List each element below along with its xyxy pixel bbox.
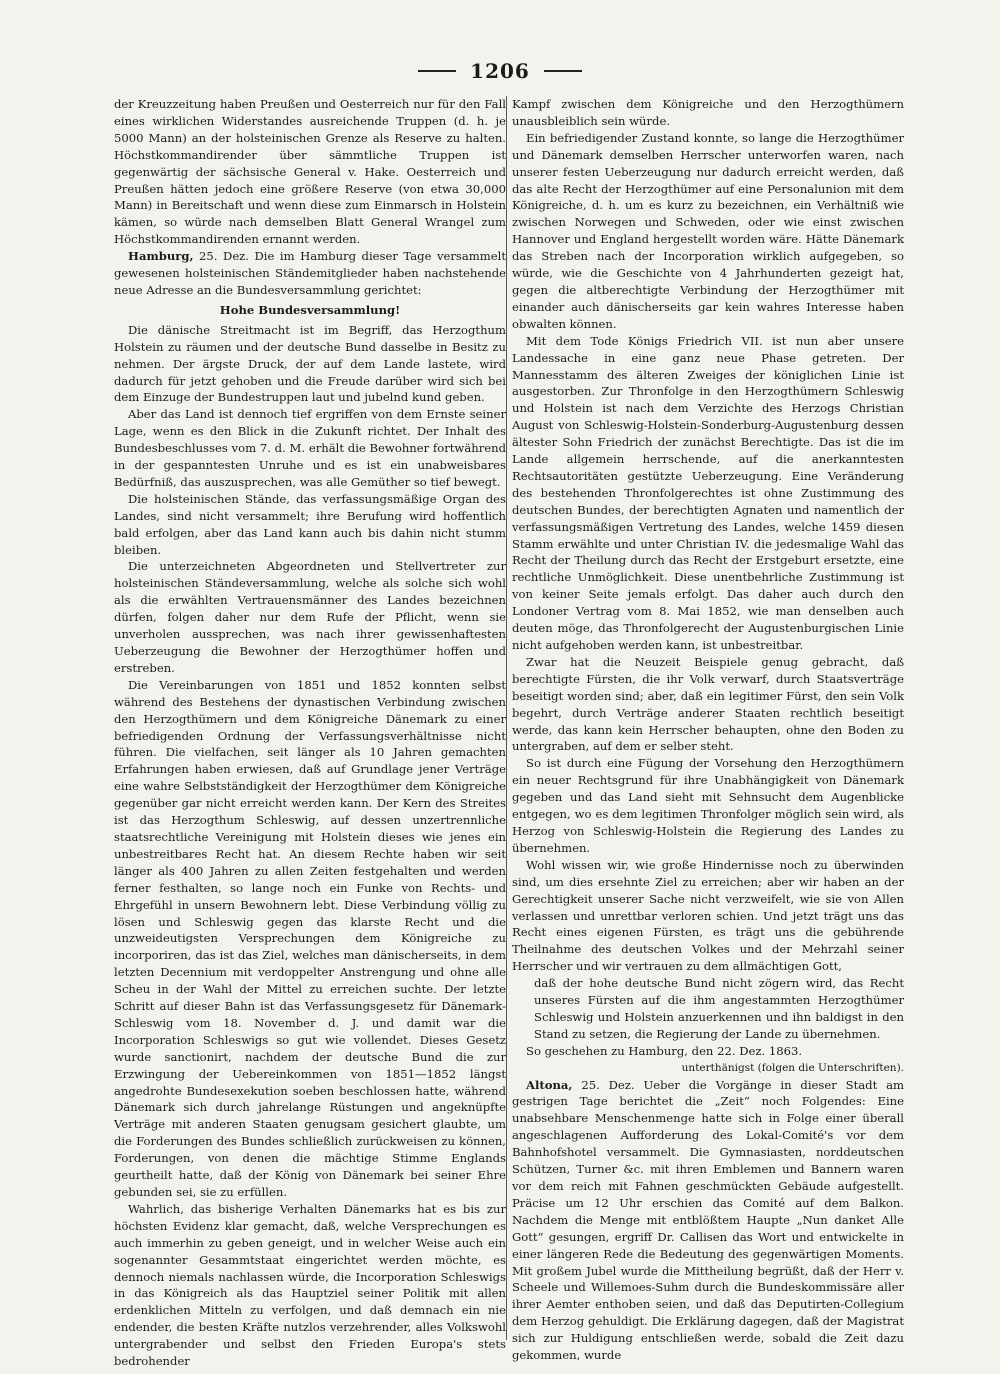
paragraph-text: Ein befriedigender Zustand konnte, so lange die Herzogthümer und Dänemark demselben Herrscher unterworfen waren, nach unserer festen Ueberzeugung nur dadurch erreicht werden, daß das alte Recht der Herzogthümer auf eine Personalunion mit dem Königreiche, d. h. um es kurz zu bezeichnen, ein Verhältniß wie zwischen Norwegen und Schweden, oder wie einst zwischen Hannover und England hergestellt worden wäre. Hätte Dänemark das Streben nach der Incorporation wirklich aufgegeben, so würde, wie die Geschichte von 4 Jahrhunderten gezeigt hat, gegen die altberechtigte Verbindung der Herzogthümer mit einander auch dänischerseits gar kein wahres Interesse haben obwalten können. bbox=[512, 130, 904, 331]
paragraph bbox=[114, 1201, 506, 1370]
header-rule-left bbox=[418, 70, 456, 72]
paragraph-text: 25. Dez. Die im Hamburg dieser Tage versammelt gewesenen holsteinischen Ständemitglieder haben nachstehende neue Adresse an die Bundesversammlung gerichtet: bbox=[114, 249, 506, 297]
paragraph-text: Kampf zwischen dem Königreiche und den Herzogthümern unausbleiblich sein würde. bbox=[512, 97, 904, 128]
paragraph bbox=[114, 491, 506, 559]
paragraph bbox=[114, 302, 506, 319]
paragraph bbox=[512, 755, 904, 856]
paragraph bbox=[114, 322, 506, 407]
paragraph bbox=[512, 96, 904, 130]
paragraph bbox=[512, 333, 904, 654]
header-rule-right bbox=[544, 70, 582, 72]
paragraph-text: Die Vereinbarungen von 1851 und 1852 konnten selbst während des Bestehens der dynastischen Verbindung zwischen den Herzogthümern und dem Königreiche Dänemark zu einer befriedigenden Ordnung der Verfassungsverhältnisse nicht führen. Die vielfachen, seit länger als 10 Jahren gemachten Erfahrungen haben erwiesen, daß auf Grundlage jener Verträge eine wahre Selbstständigkeit der Herzogthümer dem Königreiche gegenüber gar nicht erreicht werden kann. Der Kern des Streites ist das Herzogthum Schleswig, auf dessen unzertrennliche staatsrechtliche Vereinigung mit Holstein dieses wie jenes ein unbestreitbares Recht hat. An diesem Rechte haben wir seit länger als 400 Jahren zu allen Zeiten festgehalten und werden ferner festhalten, so lange noch ein Funke von Rechts- und Ehrgefühl in unsern Bewohnern lebt. Diese Verbindung völlig zu lösen und Schleswig gegen das klarste Recht und die unzweideutigsten Versprechungen dem Königreiche zu incorporiren, das ist das Ziel, welches man dänischerseits, in dem letzten Decennium mit verdoppelter Anstrengung und ohne alle Scheu in der Wahl der Mittel zu erreichen suchte. Der letzte Schritt auf dieser Bahn ist das Verfassungsgesetz für Dänemark-Schleswig vom 18. November d. J. und damit war die Incorporation Schleswigs so gut wie vollendet. Dieses Gesetz wurde sanctionirt, nachdem der deutsche Bund die zur Erzwingung der Uebereinkommen von 1851—1852 längst angedrohte Bundesexekution soeben beschlossen hatte, während Dänemark sich durch jahrelange Rüstungen und angeknüpfte Verträge mit anderen Staaten genugsam gesichert glaubte, um die Forderungen des Bundes schließlich zurückweisen zu können, Forderungen, von denen die mächtige Stimme Englands geurtheilt hatte, daß der König von Dänemark bei seiner Ehre gebunden sei, sie zu erfüllen. bbox=[114, 677, 506, 1199]
paragraph-text: Zwar hat die Neuzeit Beispiele genug gebracht, daß berechtigte Fürsten, die ihr Volk verwarf, durch Staatsverträge beseitigt worden sind; aber, daß ein legitimer Fürst, den sein Volk begehrt, durch Verträge anderer Staaten rechtlich beseitigt werde, das kann kein Herrscher behaupten, ohne den Boden zu untergraben, auf dem er selber steht. bbox=[512, 654, 904, 754]
paragraph bbox=[114, 406, 506, 491]
paragraph-text: Aber das Land ist dennoch tief ergriffen von dem Ernste seiner Lage, wenn es den Blick in die Zukunft richtet. Der Inhalt des Bundesbeschlusses vom 7. d. M. erhält die Bewohner fortwährend in der gespanntesten Unruhe und es ist ein unabweisbares Bedürfniß, das auszusprechen, was alle Gemüther so tief bewegt. bbox=[114, 407, 506, 489]
paragraph-text: Wahrlich, das bisherige Verhalten Dänemarks hat es bis zur höchsten Evidenz klar gemacht, daß, welche Versprechungen es auch immerhin zu geben geneigt, und in welcher Weise auch ein sogenannter Gesammtstaat eingerichtet werden möchte, es dennoch niemals nachlassen würde, die Incorporation Schleswigs in das Königreich als das Hauptziel seiner Politik mit allen erdenklichen Mitteln zu verfolgen, und daß demnach ein nie endender, die besten Kräfte nutzlos verzehrender, alles Volkswohl untergrabender und selbst den Frieden Europa's stets bedrohender bbox=[114, 1201, 506, 1369]
dateline: Altona, bbox=[526, 1077, 573, 1092]
paragraph-text: Mit dem Tode Königs Friedrich VII. ist nun aber unsere Landessache in eine ganz neue Phase getreten. Der Mannesstamm des älteren Zweiges der königlichen Linie ist ausgestorben. Zur Thronfolge in den Herzogthümern Schleswig und Holstein ist nach dem Verzichte des Herzogs Christian August von Schleswig-Holstein-Sonderburg-Augustenburg dessen ältester Sohn Friedrich der zunächst Berechtigte. Das ist die im Lande allgemein herrschende, auf die anerkanntesten Rechtsautoritäten gestützte Ueberzeugung. Eine Veränderung des bestehenden Thronfolgerechtes ist ohne Zustimmung des deutschen Bundes, der berechtigten Agnaten und namentlich der verfassungsmäßigen Vertretung des Landes, welche 1459 diesen Stamm erwählte und unter Christian IV. die jedesmalige Wahl das Recht der Theilung durch das Recht der Erstgeburt ersetzte, eine rechtliche Unmöglichkeit. Diese unentbehrliche Zustimmung ist von keiner Seite jemals erfolgt. Das daher auch durch den Londoner Vertrag vom 8. Mai 1852, wie man denselben auch deuten möge, das Thronfolgerecht der Augustenburgischen Linie nicht aufgehoben werden kann, ist unbestreitbar. bbox=[512, 333, 904, 652]
paragraph bbox=[512, 975, 904, 1043]
paragraph-text: unterthänigst (folgen die Unterschriften). bbox=[681, 1061, 904, 1074]
paragraph bbox=[512, 1043, 904, 1060]
left-column bbox=[114, 96, 506, 1369]
paragraph bbox=[512, 1077, 904, 1364]
paragraph-text: So ist durch eine Fügung der Vorsehung den Herzogthümern ein neuer Rechtsgrund für ihre Unabhängigkeit von Dänemark gegeben und das Land sieht mit Sehnsucht dem Augenblicke entgegen, wo es dem legitimen Thronfolger möglich sein wird, als Herzog von Schleswig-Holstein die Regierung des Landes zu übernehmen. bbox=[512, 756, 904, 855]
paragraph bbox=[114, 677, 506, 1201]
dateline: Hamburg, bbox=[128, 249, 194, 264]
paragraph-text: So geschehen zu Hamburg, den 22. Dez. 1863. bbox=[526, 1043, 803, 1058]
right-column bbox=[512, 96, 904, 1363]
paragraph-text: 25. Dez. Ueber die Vorgänge in dieser Stadt am gestrigen Tage berichtet die „Zeit“ noch Folgendes: Eine unabsehbare Menschenmenge hatte sich in Folge einer überall angeschlagenen Aufforderung des Lokal-Comité's vor dem Bahnhofshotel versammelt. Die Gymnasiasten, norddeutschen Schützen, Turner &c. mit ihren Emblemen und Bannern waren vor dem reich mit Fahnen geschmückten Gebäude aufgestellt. Präcise um 12 Uhr erschien das Comité auf dem Balkon. Nachdem die Menge mit entblößtem Haupte „Nun danket Alle Gott“ gesungen, ergriff Dr. Callisen das Wort und entwickelte in einer längeren Rede die Bedeutung des gegenwärtigen Moments. Mit großem Jubel wurde die Mittheilung begrüßt, daß der Herr v. Scheele und Willemoes-Suhm durch die Bundeskommissäre aller ihrer Aemter enthoben seien, und daß das Deputirten-Collegium dem Herzog gehuldigt. Die Erklärung dagegen, daß der Magistrat sich zur Huldigung entschließen werde, sobald die Zeit dazu gekommen, wurde bbox=[512, 1077, 904, 1363]
paragraph-text: Die dänische Streitmacht ist im Begriff, das Herzogthum Holstein zu räumen und der deutsche Bund dasselbe in Besitz zu nehmen. Der ärgste Druck, der auf dem Lande lastete, wird dadurch für jetzt gehoben und die Freude darüber wird sich bei dem Einzuge der Bundestruppen laut und jubelnd kund geben. bbox=[114, 322, 506, 405]
page-header bbox=[0, 58, 1000, 84]
paragraph bbox=[114, 558, 506, 676]
paragraph bbox=[114, 248, 506, 299]
paragraph-text: daß der hohe deutsche Bund nicht zögern wird, das Recht unseres Fürsten auf die ihm angestammten Herzogthümer Schleswig und Holstein anzuerkennen und ihn baldigst in den Stand zu setzen, die Regierung der Lande zu übernehmen. bbox=[534, 976, 904, 1041]
paragraph-text: Wohl wissen wir, wie große Hindernisse noch zu überwinden sind, um dies ersehnte Ziel zu erreichen; aber wir haben an der Gerechtigkeit unserer Sache nicht verzweifelt, wie sie von Allen verlassen und unrettbar verloren schien. Und jetzt trägt uns das Recht eines eigenen Fürsten, es trägt uns die gebührende Theilnahme des deutschen Volkes und der Mehrzahl seiner Herrscher und wir vertrauen zu dem allmächtigen Gott, bbox=[512, 857, 904, 974]
paragraph-text: Die holsteinischen Stände, das verfassungsmäßige Organ des Landes, sind nicht versammelt; ihre Berufung wird hoffentlich bald erfolgen, aber das Land kann auch bis dahin nicht stumm bleiben. bbox=[114, 491, 506, 557]
paragraph-text: Die unterzeichneten Abgeordneten und Stellvertreter zur holsteinischen Ständeversammlung, welche als solche sich wohl als die erwählten Vertrauensmänner des Landes bezeichnen dürfen, folgen daher nur dem Rufe der Pflicht, wenn sie unverholen aussprechen, was nach ihrer gewissenhaftesten Ueberzeugung die Bewohner der Herzogthümer hoffen und erstreben. bbox=[114, 559, 506, 675]
paragraph bbox=[114, 96, 506, 248]
paragraph bbox=[512, 857, 904, 975]
paragraph bbox=[512, 654, 904, 755]
paragraph-text: der Kreuzzeitung haben Preußen und Oesterreich nur für den Fall eines wirklichen Widerstandes ausreichende Truppen (d. h. je 5000 Mann) an der holsteinischen Grenze als Reserve zu halten. Höchstkommandirender über sämmtliche Truppen ist gegenwärtig der sächsische General v. Hake. Oesterreich und Preußen hätten jedoch eine größere Reserve (von etwa 30,000 Mann) in Bereitschaft und wenn diese zum Einmarsch in Holstein kämen, so würde nach demselben Blatt General Wrangel zum Höchstkommandirenden ernannt werden. bbox=[114, 97, 506, 247]
paragraph-text: Hohe Bundesversammlung! bbox=[219, 302, 401, 317]
paragraph bbox=[512, 130, 904, 333]
paragraph bbox=[512, 1060, 904, 1077]
page-number: 1206 bbox=[470, 59, 530, 83]
column-divider bbox=[506, 96, 507, 1340]
